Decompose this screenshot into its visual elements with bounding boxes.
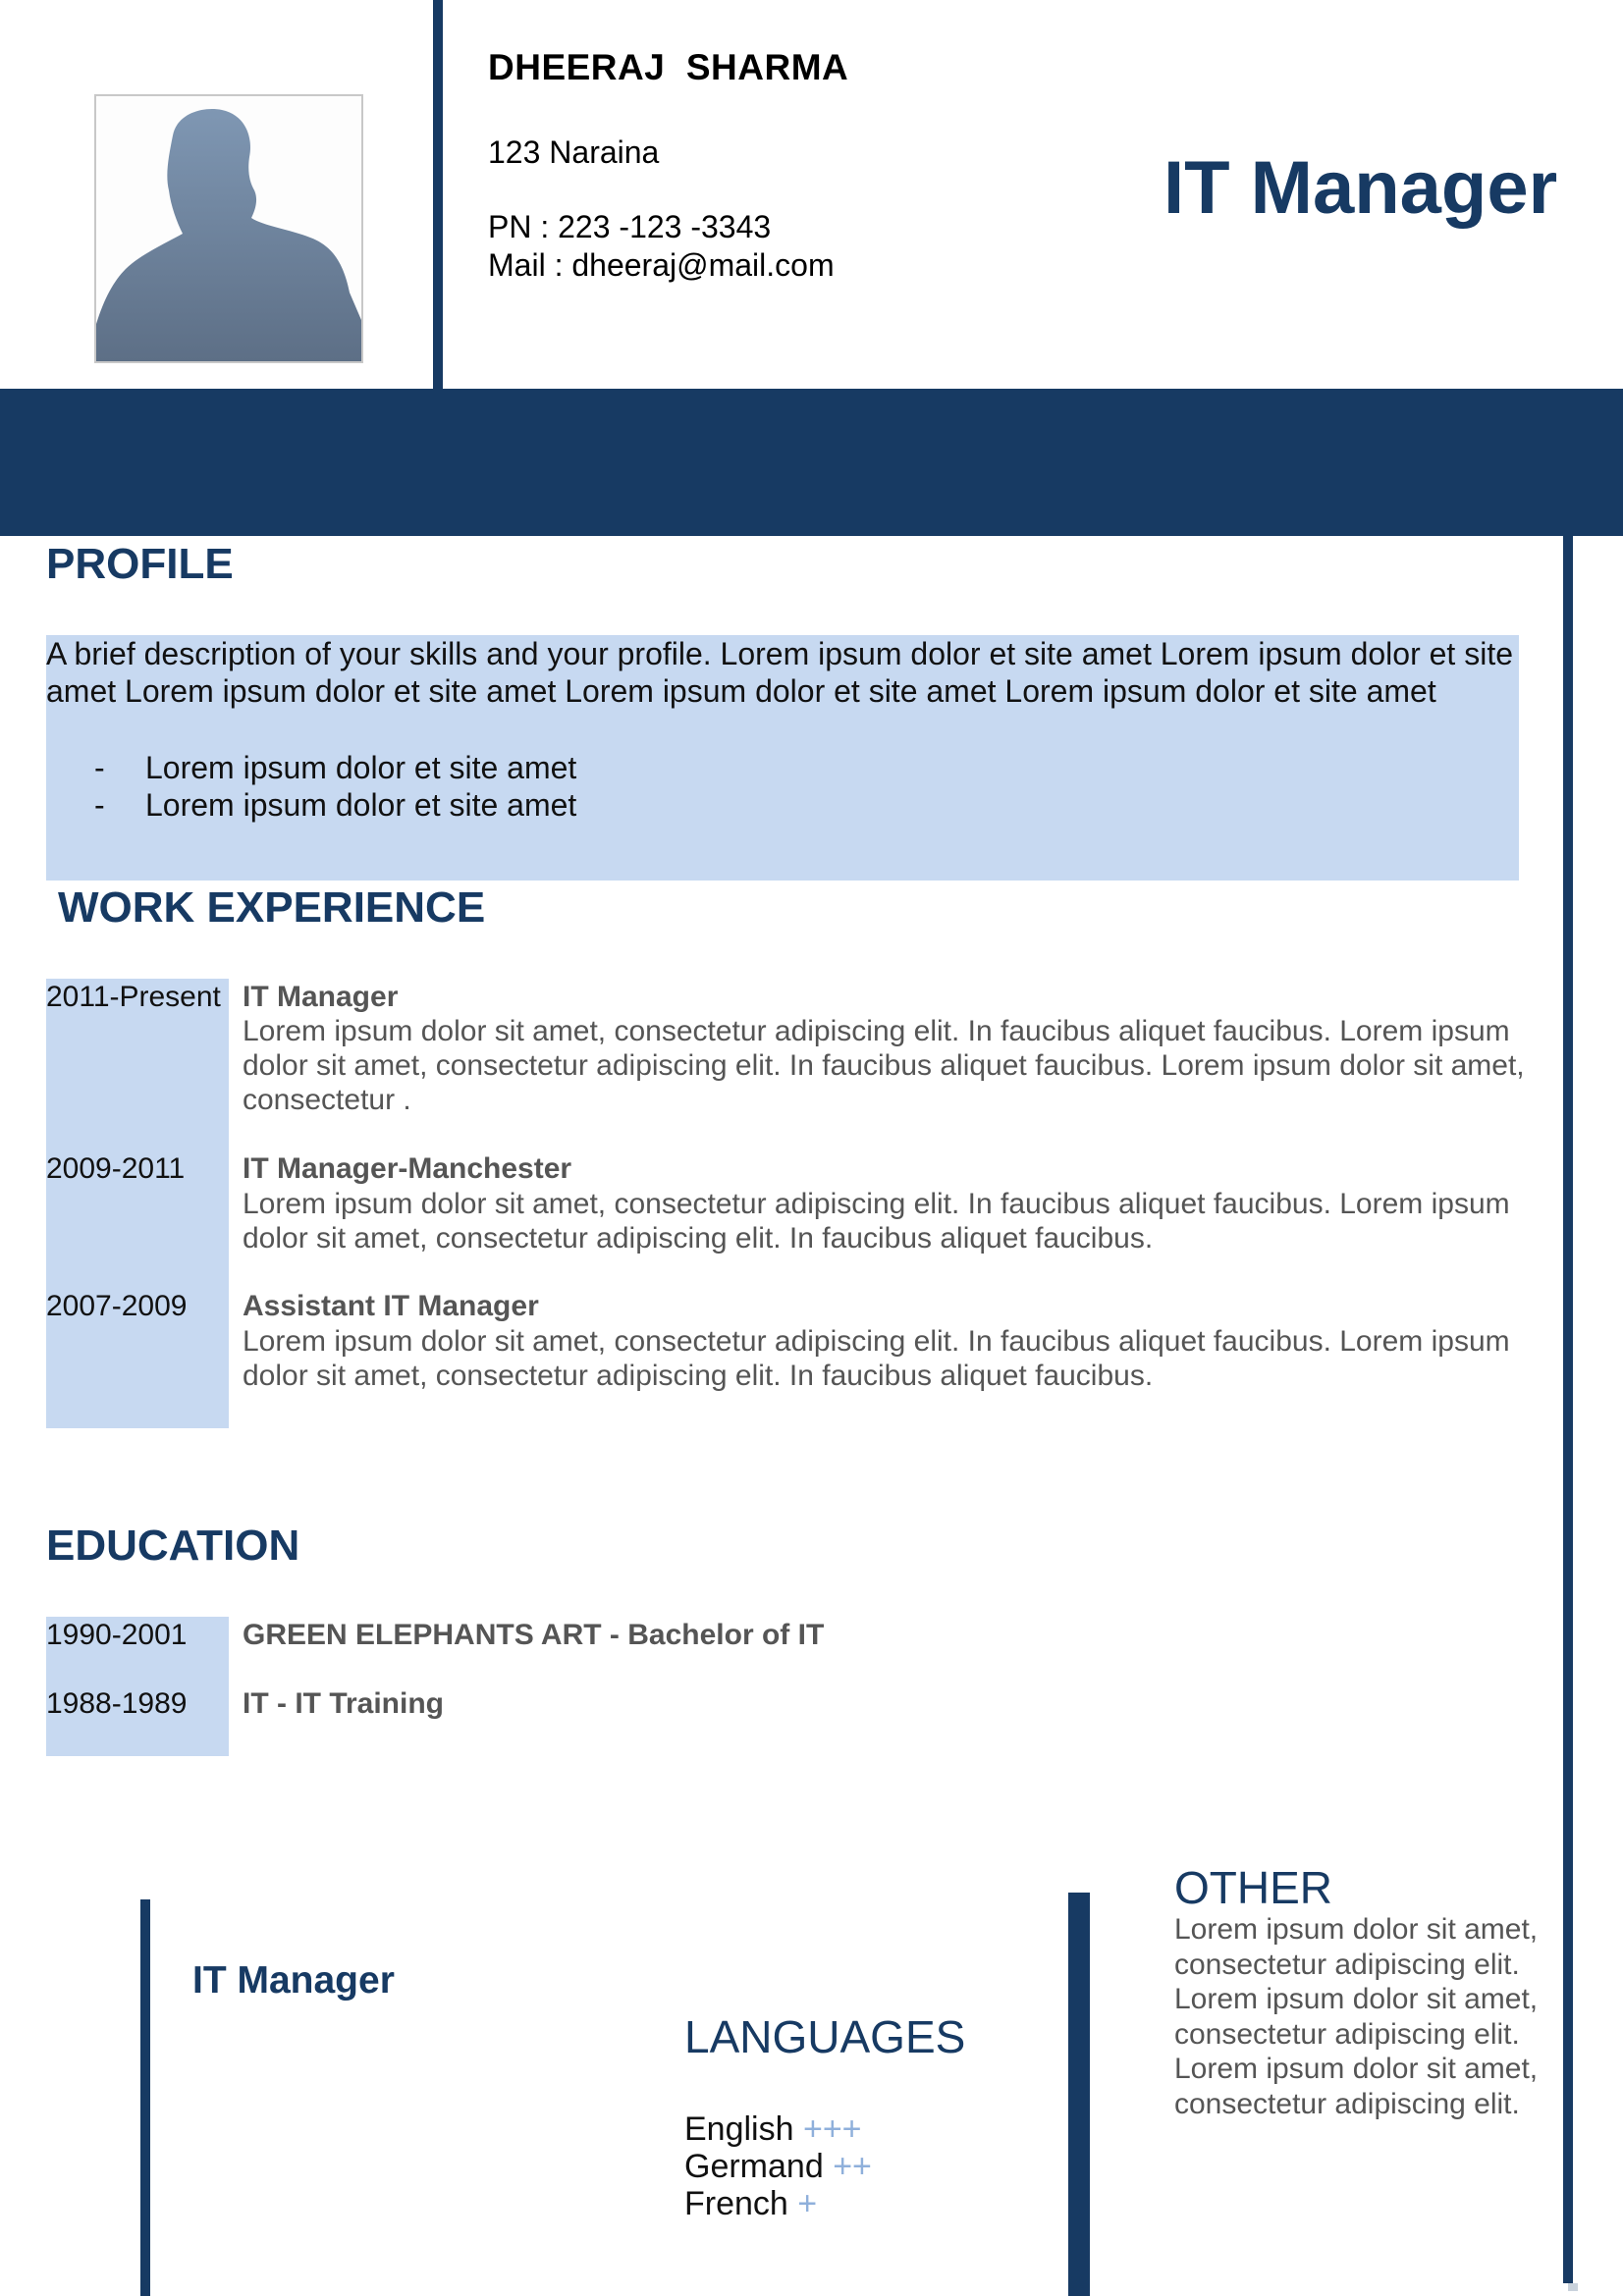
job-title: IT Manager [1163,146,1558,230]
profile-bullet: Lorem ipsum dolor et site amet [145,750,577,785]
candidate-name: DHEERAJ SHARMA [488,47,849,87]
profile-photo [94,94,363,363]
language-name: English [684,2110,794,2148]
work-date-column [46,979,229,1428]
work-dates: 2007-2009 [46,1290,188,1322]
footer-right-bar [1068,1893,1090,2296]
other-heading: OTHER [1174,1862,1332,1913]
phone: PN : 223 -123 -3343 [488,209,772,244]
education-entry: GREEN ELEPHANTS ART - Bachelor of IT [243,1619,825,1651]
person-silhouette-icon [96,96,361,361]
language-name: French [684,2185,788,2222]
education-dates: 1990-2001 [46,1619,188,1651]
header-banner [0,389,1623,536]
language-item [684,2148,872,2186]
bullet-marker: - [94,787,105,823]
profile-description: A brief description of your skills and your profile. Lorem ipsum dolor et site amet Lorem ipsum dolor et site amet Lorem ipsum dolor et site amet Lorem ipsum dolor et site amet Lorem ipsum dolor et site amet [46,636,1513,709]
other-description: Lorem ipsum dolor sit amet, consectetur adipiscing elit. Lorem ipsum dolor sit amet, consectetur adipiscing elit. Lorem ipsum dolor sit amet, consectetur adipiscing elit. [1174,1913,1539,2120]
languages-heading: LANGUAGES [684,2011,966,2062]
work-role: IT Manager [243,981,399,1013]
work-experience-heading: WORK EXPERIENCE [58,883,486,932]
bullet-marker: - [94,750,105,785]
work-dates: 2011-Present [46,981,221,1013]
education-heading: EDUCATION [46,1522,300,1570]
education-entry: IT - IT Training [243,1687,444,1720]
language-name: Germand [684,2148,824,2185]
language-level: ++ [833,2148,872,2185]
education-dates: 1988-1989 [46,1687,188,1720]
work-role: Assistant IT Manager [243,1290,539,1322]
work-description: Lorem ipsum dolor sit amet, consectetur adipiscing elit. In faucibus aliquet faucibus. Lorem ipsum dolor sit amet, consectetur adipiscing elit. In faucibus aliquet faucibus. [243,1325,1510,1392]
footer-job-title: IT Manager [192,1959,395,2002]
right-border-shadow [1568,2283,1578,2291]
work-role: IT Manager-Manchester [243,1152,572,1185]
footer-left-bar [140,1899,150,2296]
language-item [684,2110,862,2149]
address: 123 Naraina [488,134,660,170]
work-dates: 2009-2011 [46,1152,186,1185]
language-level: +++ [802,2110,862,2148]
email: Mail : dheeraj@mail.com [488,247,835,283]
work-description: Lorem ipsum dolor sit amet, consectetur adipiscing elit. In faucibus aliquet faucibus. Lorem ipsum dolor sit amet, consectetur adipiscing elit. In faucibus aliquet faucibus. Lorem ipsum dolor sit amet, consectetur . [243,1015,1525,1116]
header-divider [433,0,443,391]
profile-bullet: Lorem ipsum dolor et site amet [145,787,577,823]
work-description: Lorem ipsum dolor sit amet, consectetur adipiscing elit. In faucibus aliquet faucibus. Lorem ipsum dolor sit amet, consectetur adipiscing elit. In faucibus aliquet faucibus. [243,1188,1510,1255]
profile-heading: PROFILE [46,540,234,588]
language-level: + [797,2185,818,2222]
language-item [684,2185,817,2223]
